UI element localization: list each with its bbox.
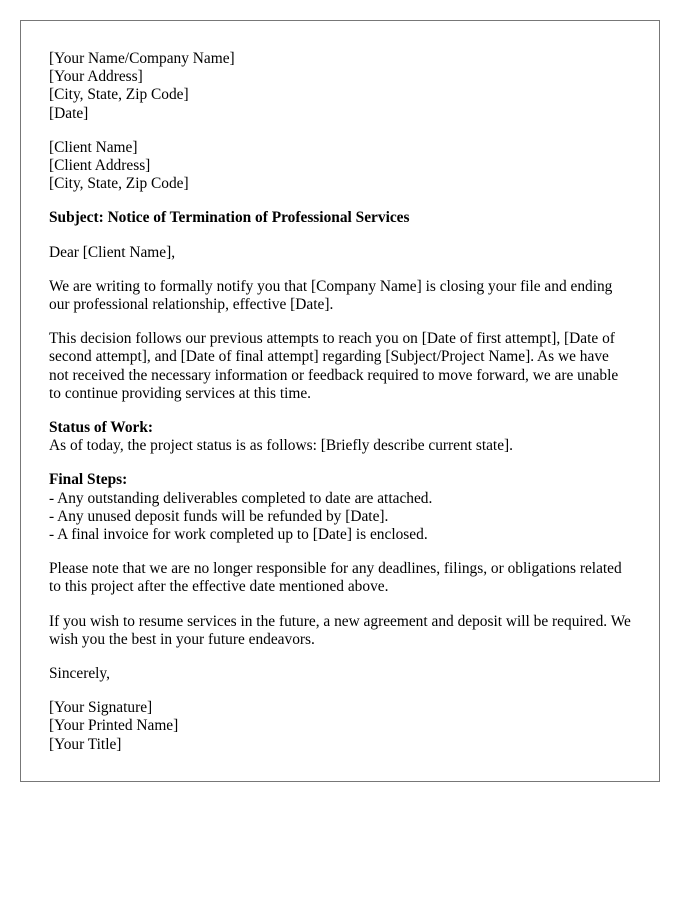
recipient-name: [Client Name] [49, 138, 138, 156]
status-of-work-text: As of today, the project status is as follows: [Briefly describe current state]. [49, 437, 514, 455]
closing-paragraph-1: Please note that we are no longer responsible for any deadlines, filings, or obligations related to this project after the effective date mentioned above. [49, 560, 622, 596]
final-step-item: - Any unused deposit funds will be refunded by [Date]. [49, 507, 389, 525]
final-step-item: - Any outstanding deliverables completed to date are attached. [49, 489, 433, 507]
sender-block [49, 50, 631, 123]
letter-date: [Date] [49, 104, 89, 122]
final-step-item: - A final invoice for work completed up to [Date] is enclosed. [49, 526, 428, 544]
body-paragraph-1: We are writing to formally notify you that [Company Name] is closing your file and ending our professional relationship, effective [Date]. [49, 277, 613, 314]
status-of-work-section [49, 419, 631, 455]
signature-placeholder: [Your Signature] [49, 699, 153, 717]
recipient-address: [Client Address] [49, 157, 151, 175]
final-steps-section [49, 471, 631, 544]
final-steps-heading: Final Steps: [49, 471, 128, 489]
sender-name: [Your Name/Company Name] [49, 50, 235, 67]
body-paragraph-2: This decision follows our previous attempts to reach you on [Date of first attempt], [Date of second attempt], and [Date of final attempt] regarding [Subject/Project Name]. As we have not received the necessary information or feedback required to move forward, we are unable to continue providing services at this time. [49, 330, 619, 402]
letter-page [20, 20, 660, 782]
printed-name: [Your Printed Name] [49, 717, 179, 735]
salutation: Dear [Client Name], [49, 243, 176, 261]
recipient-city-state-zip: [City, State, Zip Code] [49, 175, 189, 193]
signature-block [49, 699, 631, 754]
closing-word: Sincerely, [49, 665, 110, 683]
signer-title: [Your Title] [49, 735, 122, 753]
subject-line: Subject: Notice of Termination of Professional Services [49, 209, 410, 227]
recipient-block [49, 139, 631, 194]
status-of-work-heading: Status of Work: [49, 419, 154, 437]
sender-city-state-zip: [City, State, Zip Code] [49, 86, 189, 104]
closing-paragraph-2: If you wish to resume services in the future, a new agreement and deposit will be required. We wish you the best in your future endeavors. [49, 612, 631, 648]
sender-address: [Your Address] [49, 68, 143, 86]
